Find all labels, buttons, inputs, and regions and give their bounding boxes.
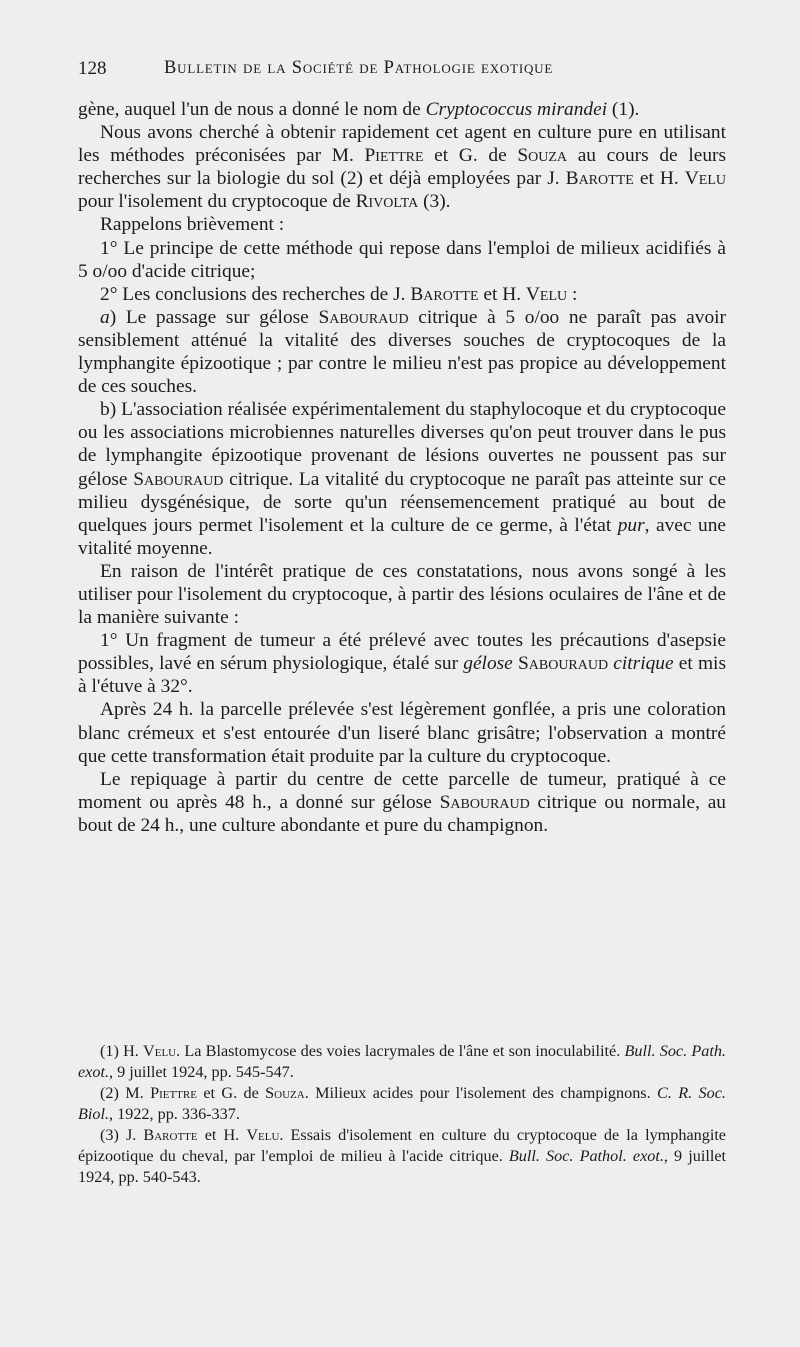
paragraph [78, 213, 726, 236]
text-run: Après 24 h. la parcelle prélevée s'est légèrement gonflée, a pris une coloration blanc crémeux et s'est entourée d'un liseré blanc grisâtre; l'observation a montré que cette transformation était produite par la culture du cryptocoque. [78, 699, 726, 767]
text-run: et G. de [196, 1084, 266, 1102]
page-number: 128 [78, 58, 107, 79]
text-run: et G. de [423, 145, 518, 167]
text-run: , avec une vitalité moyenne. [78, 514, 726, 559]
text-run: gène, auquel l'un de nous a donné le nom de [78, 99, 426, 120]
text-run: citrique. La vitalité du cryptocoque ne paraît pas atteinte sur ce milieu dysgénésique, de sorte qu'un réensemencement pratiqué au bout de quelques jours permet l'isolement et la culture de ce germe, à l'état [78, 468, 726, 536]
italic-text: Bull. Soc. Pathol. exot. [508, 1147, 664, 1165]
author-name: Sabouraud [133, 468, 224, 490]
footnote [78, 1125, 726, 1188]
text-run: b) L'association réalisée expérimentalement du staphylocoque et du cryptocoque ou les associations microbiennes naturelles diverses qu'on peut trouver dans le pus de lymphangite épizootique provenant de lésions ouvertes ne poussent pas sur gélose [78, 399, 726, 490]
author-name: Barotte [410, 283, 479, 305]
author-name: Velu [525, 283, 568, 305]
text-run: citrique à 5 o/oo ne paraît pas avoir sensiblement atténué la vitalité des diverses souches de cryptocoques de la lymphangite épizootique ; par contre le milieu n'est pas propice au développement de ces souches. [78, 306, 726, 398]
text-run: 1° Un fragment de tumeur a été prélevé avec toutes les précautions d'asepsie possibles, lavé en sérum physiologique, étalé sur [78, 630, 726, 675]
author-name: Sabouraud [517, 653, 609, 675]
footnote [78, 1083, 726, 1125]
italic-text: Bull. Soc. Path. exot. [78, 1042, 726, 1081]
author-name: Souza [517, 145, 568, 167]
text-run: au cours de leurs recherches sur la biologie du sol (2) et déjà employées par J. [78, 145, 727, 190]
text-run: et mis à l'étuve à 32°. [78, 653, 726, 698]
author-name: Barotte [565, 168, 634, 190]
footnotes [78, 1041, 726, 1188]
text-run: et H. [197, 1126, 247, 1144]
text-run: (3) J. [100, 1126, 144, 1144]
author-name: Rivolta [355, 191, 419, 213]
paragraph [78, 768, 726, 837]
text-run: Nous avons cherché à obtenir rapidement cet agent en culture pure en utilisant les méthodes préconisées par M. [78, 122, 726, 167]
text-run: et H. [478, 283, 526, 305]
italic-text: a [100, 306, 110, 328]
author-name: Sabouraud [318, 306, 409, 328]
italic-text: pur [617, 514, 645, 536]
italic-text: citrique [613, 653, 674, 675]
running-header [78, 58, 726, 84]
author-name: Velu [246, 1126, 280, 1144]
paragraph [78, 306, 726, 398]
text-run: . La Blastomycose des voies lacrymales de l'âne et son inoculabilité. [176, 1042, 625, 1060]
text-run: (3). [418, 191, 451, 213]
paragraph [78, 237, 726, 283]
text-run: , 9 juillet 1924, pp. 540-543. [78, 1147, 726, 1186]
author-name: Barotte [143, 1126, 198, 1144]
text-run: En raison de l'intérêt pratique de ces constatations, nous avons songé à les utiliser pour l'isolement du cryptocoque, à partir des lésions oculaires de l'âne et de la manière suivante : [78, 560, 726, 629]
paragraph [78, 698, 726, 767]
author-name: Piettre [150, 1084, 197, 1102]
text-run: , 9 juillet 1924, pp. 545-547. [109, 1063, 294, 1081]
author-name: Velu [143, 1042, 177, 1060]
text-run: : [567, 283, 578, 305]
author-name: Velu [684, 168, 726, 190]
journal-title: Bulletin de la Société de Pathologie exotique [164, 58, 554, 78]
text-run: pour l'isolement du cryptocoque de [78, 191, 356, 213]
footnote [78, 1041, 726, 1083]
text-run: citrique ou normale, au bout de 24 h., une culture abondante et pure du champignon. [78, 791, 726, 836]
paragraph [78, 98, 726, 121]
text-run: . Essais d'isolement en culture du cryptocoque de la lymphangite épizootique du cheval, par l'emploi de milieu à l'acide citrique. [78, 1126, 726, 1165]
text-run: 1° Le principe de cette méthode qui repose dans l'emploi de milieux acidifiés à 5 o/oo d'acide citrique; [78, 237, 726, 282]
text-run: Le repiquage à partir du centre de cette parcelle de tumeur, pratiqué à ce moment ou après 48 h., a donné sur gélose [78, 768, 726, 813]
paragraph [78, 121, 726, 213]
paragraph [78, 398, 726, 560]
italic-text: C. R. Soc. Biol. [78, 1084, 726, 1123]
body-text [78, 98, 726, 837]
text-run: , 1922, pp. 336-337. [109, 1105, 240, 1123]
text-run: . Milieux acides pour l'isolement des champignons. [304, 1084, 658, 1102]
italic-text: Cryptococcus mirandei [425, 99, 608, 120]
text-run: (1) H. [100, 1042, 144, 1060]
paragraph [78, 629, 726, 698]
text-run: 2° Les conclusions des recherches de J. [100, 283, 411, 305]
paragraph [78, 560, 726, 629]
author-name: Sabouraud [439, 791, 530, 813]
text-run: ) Le passage sur gélose [109, 306, 319, 328]
text-run: Rappelons brièvement : [100, 214, 285, 236]
paragraph [78, 283, 726, 306]
text-run: (1). [607, 99, 640, 120]
author-name: Piettre [364, 145, 424, 167]
text-run: et H. [633, 168, 685, 190]
italic-text: gélose [463, 653, 513, 675]
text-run: (2) M. [100, 1084, 151, 1102]
author-name: Souza [265, 1084, 305, 1102]
